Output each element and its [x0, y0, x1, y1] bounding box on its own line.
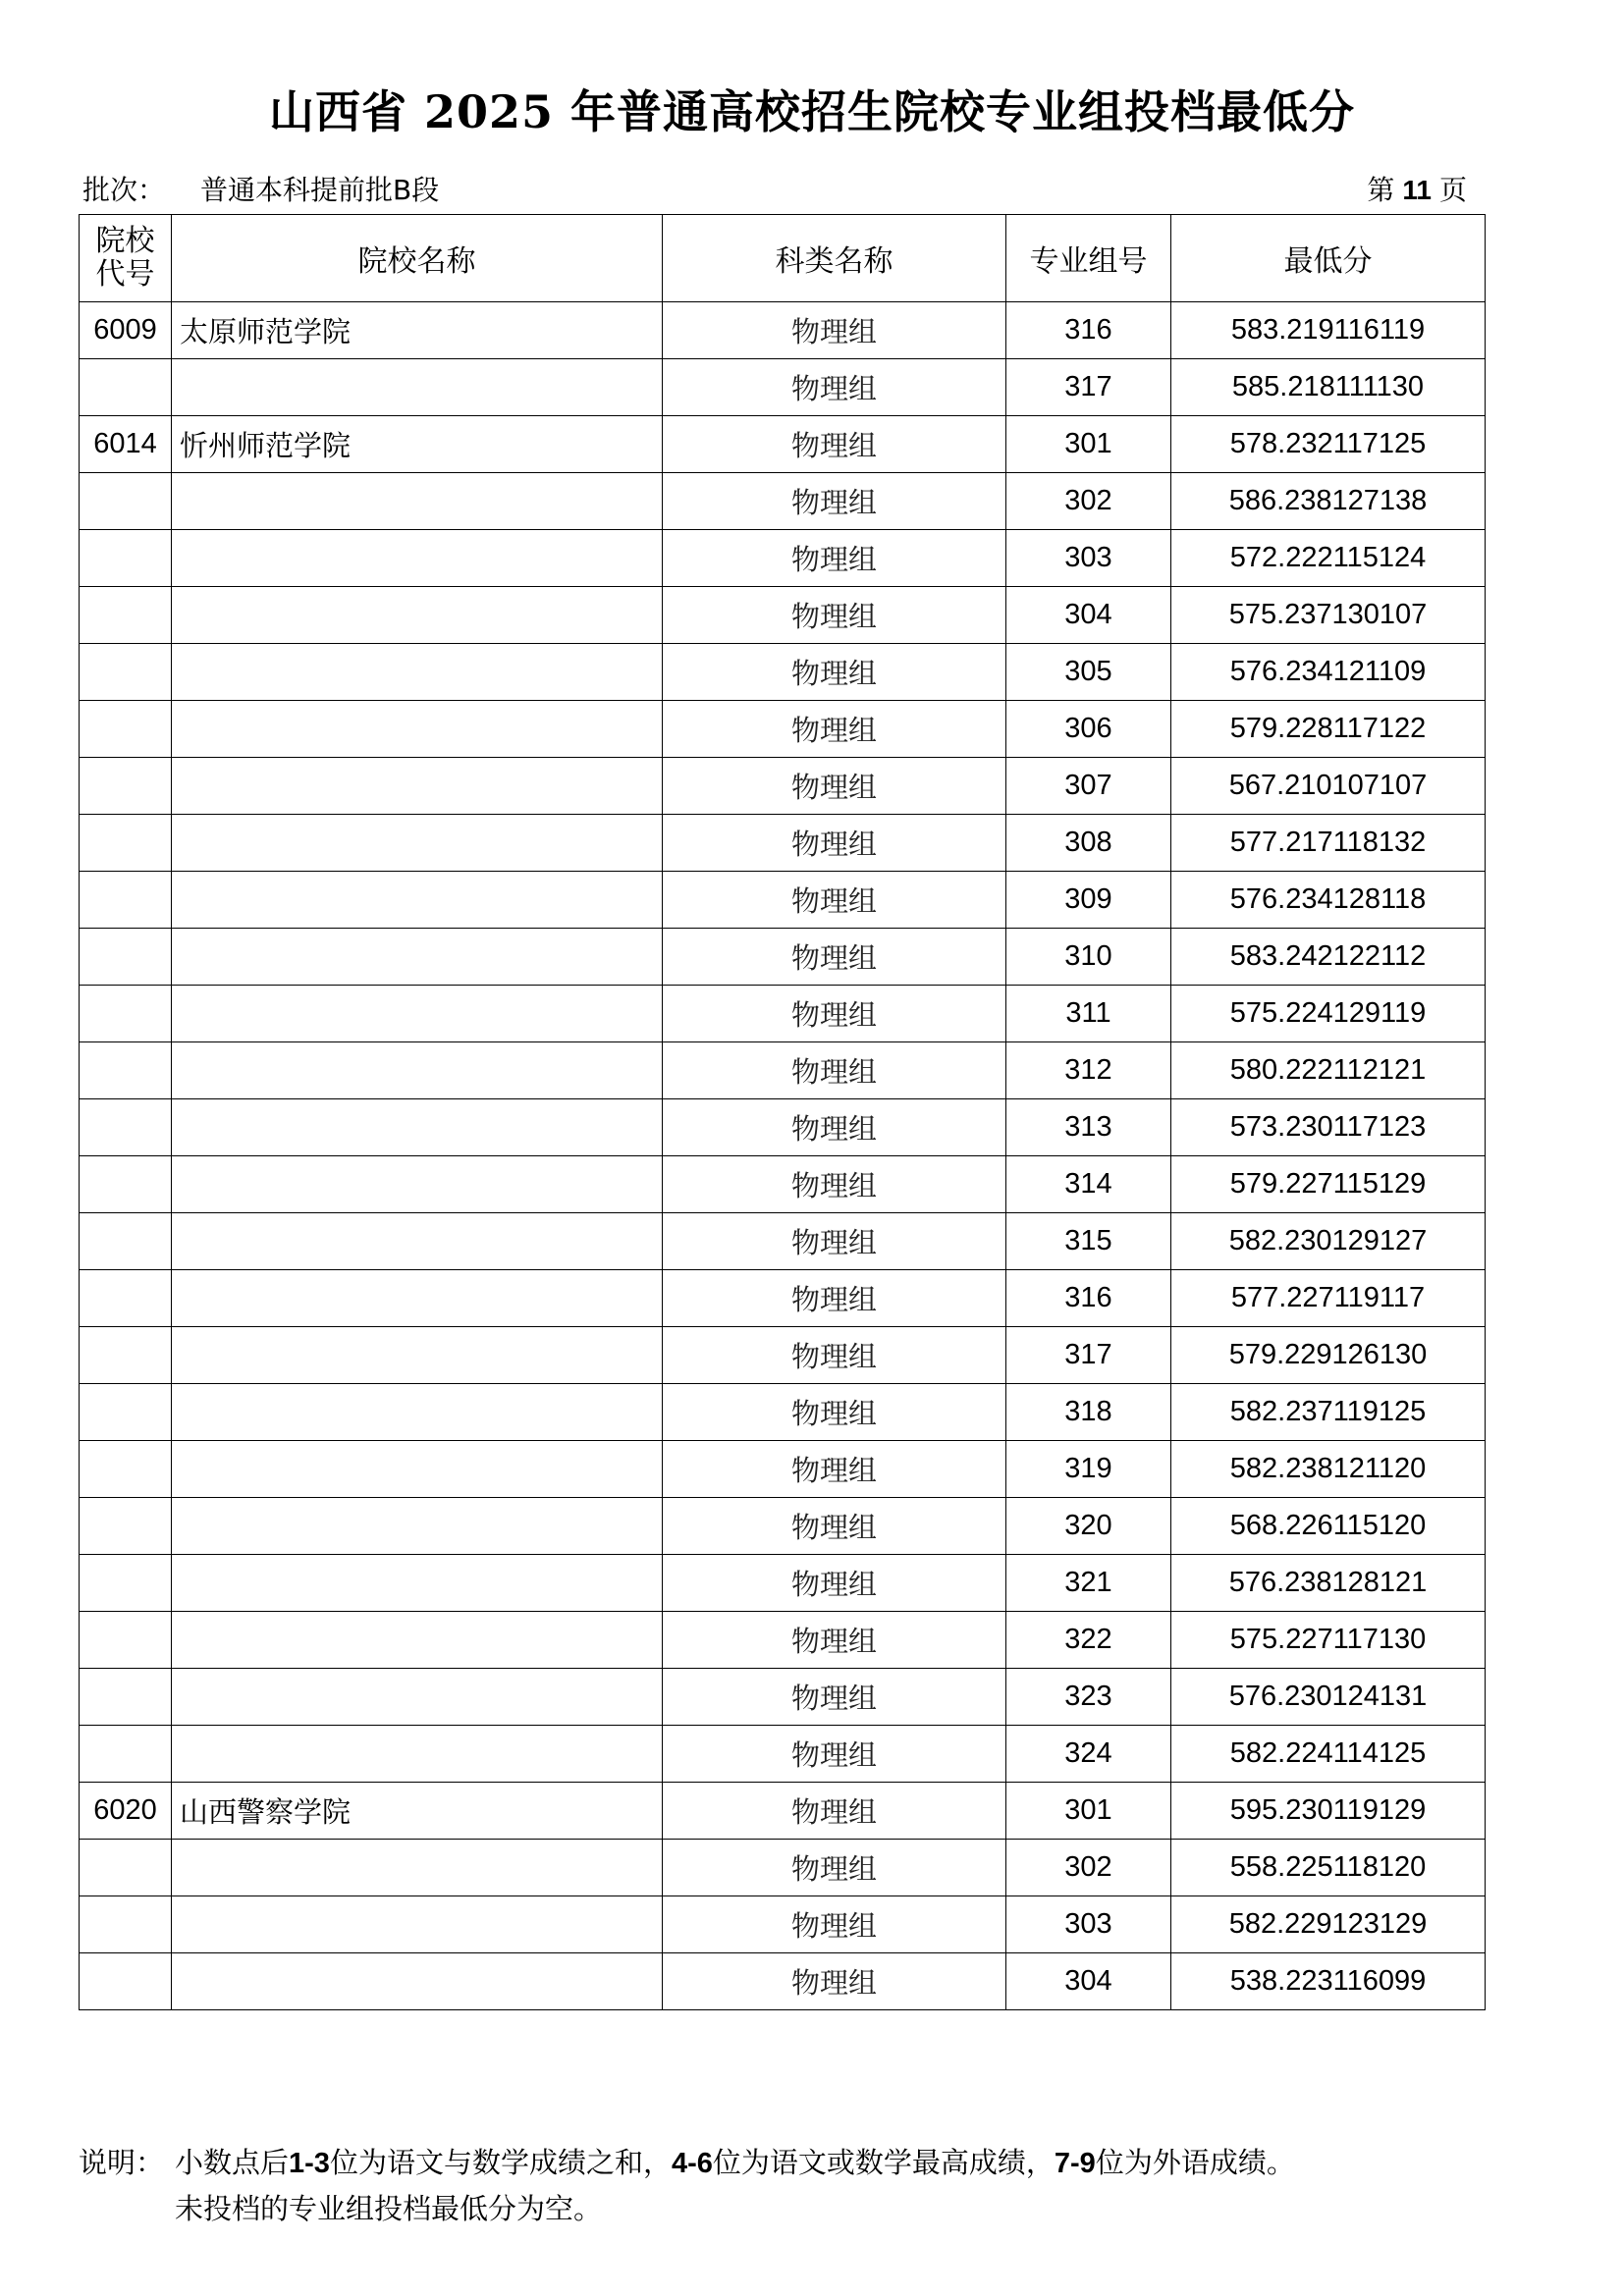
min-score-cell: 579.229126130: [1171, 1327, 1486, 1384]
school-name-cell: [172, 1953, 663, 2010]
min-score-cell: 582.230129127: [1171, 1213, 1486, 1270]
school-name-cell: [172, 1612, 663, 1669]
footnote-text: 位为语文或数学最高成绩，: [712, 2146, 1055, 2179]
school-code-cell: [80, 1327, 172, 1384]
school-code-cell: [80, 473, 172, 530]
table-header-row: [80, 215, 1486, 302]
group-number-cell: 317: [1006, 1327, 1171, 1384]
min-score-cell: 576.238128121: [1171, 1555, 1486, 1612]
table-row: [80, 359, 1486, 416]
school-name-cell: [172, 929, 663, 986]
footnote-range: 1-3: [289, 2148, 330, 2179]
min-score-cell: 582.238121120: [1171, 1441, 1486, 1498]
school-code-cell: [80, 587, 172, 644]
school-name-cell: [172, 1042, 663, 1099]
table-row: [80, 872, 1486, 929]
school-code-cell: [80, 530, 172, 587]
min-score-cell: 567.210107107: [1171, 758, 1486, 815]
table-row: [80, 1555, 1486, 1612]
school-name-cell: [172, 1270, 663, 1327]
min-score-cell: 582.224114125: [1171, 1726, 1486, 1783]
group-number-cell: 320: [1006, 1498, 1171, 1555]
school-name-cell: [172, 758, 663, 815]
group-number-cell: 304: [1006, 587, 1171, 644]
table-row: [80, 758, 1486, 815]
category-cell: 物理组: [663, 1042, 1006, 1099]
table-row: [80, 1726, 1486, 1783]
group-number-cell: 322: [1006, 1612, 1171, 1669]
min-score-cell: 595.230119129: [1171, 1783, 1486, 1840]
table-row: [80, 1896, 1486, 1953]
footnote: [79, 2140, 1295, 2231]
category-cell: 物理组: [663, 1441, 1006, 1498]
school-name-cell: [172, 644, 663, 701]
min-score-cell: 576.234121109: [1171, 644, 1486, 701]
col-header-code-line1: 院校: [95, 224, 155, 258]
footnote-text: 小数点后: [175, 2146, 290, 2179]
min-score-cell: 579.228117122: [1171, 701, 1486, 758]
group-number-cell: 301: [1006, 416, 1171, 473]
min-score-cell: 573.230117123: [1171, 1099, 1486, 1156]
group-number-cell: 307: [1006, 758, 1171, 815]
table-row: [80, 815, 1486, 872]
school-name-cell: [172, 1555, 663, 1612]
group-number-cell: 315: [1006, 1213, 1171, 1270]
category-cell: 物理组: [663, 1384, 1006, 1441]
group-number-cell: 317: [1006, 359, 1171, 416]
school-code-cell: [80, 758, 172, 815]
min-score-cell: 577.227119117: [1171, 1270, 1486, 1327]
school-name-cell: [172, 815, 663, 872]
footnote-range: 4-6: [671, 2148, 713, 2179]
footnote-line-2: 未投档的专业组投档最低分为空。: [175, 2192, 603, 2225]
category-cell: 物理组: [663, 1270, 1006, 1327]
category-cell: 物理组: [663, 1726, 1006, 1783]
group-number-cell: 312: [1006, 1042, 1171, 1099]
page-title: 山西省 2025 年普通高校招生院校专业组投档最低分: [268, 85, 1356, 138]
school-code-cell: [80, 1840, 172, 1896]
school-name-cell: [172, 1213, 663, 1270]
category-cell: 物理组: [663, 986, 1006, 1042]
school-name-cell: [172, 986, 663, 1042]
table-row: [80, 1042, 1486, 1099]
school-name-cell: [172, 1840, 663, 1896]
category-cell: 物理组: [663, 1498, 1006, 1555]
table-row: [80, 1953, 1486, 2010]
group-number-cell: 310: [1006, 929, 1171, 986]
footnote-text: 位为语文与数学成绩之和，: [329, 2146, 672, 2179]
category-cell: 物理组: [663, 815, 1006, 872]
group-number-cell: 309: [1006, 872, 1171, 929]
min-score-cell: 568.226115120: [1171, 1498, 1486, 1555]
category-cell: 物理组: [663, 1213, 1006, 1270]
table-row: [80, 1498, 1486, 1555]
page-number: [1367, 169, 1467, 208]
footnote-text: 位为外语成绩。: [1095, 2146, 1295, 2179]
col-header-name: 院校名称: [172, 215, 663, 302]
table-row: [80, 530, 1486, 587]
batch-line: [82, 169, 439, 208]
group-number-cell: 302: [1006, 473, 1171, 530]
category-cell: 物理组: [663, 1840, 1006, 1896]
page-suffix: 页: [1438, 174, 1467, 206]
table-row: [80, 1156, 1486, 1213]
footnote-range: 7-9: [1054, 2148, 1096, 2179]
footnote-label: 说明：: [79, 2146, 165, 2179]
category-cell: 物理组: [663, 701, 1006, 758]
school-code-cell: [80, 701, 172, 758]
group-number-cell: 305: [1006, 644, 1171, 701]
school-name-cell: [172, 872, 663, 929]
batch-label: 批次：: [82, 174, 166, 206]
min-score-cell: 572.222115124: [1171, 530, 1486, 587]
table-row: [80, 1384, 1486, 1441]
school-name-cell: [172, 530, 663, 587]
min-score-cell: 582.229123129: [1171, 1896, 1486, 1953]
table-body: [80, 302, 1486, 2010]
school-code-cell: [80, 1042, 172, 1099]
school-code-cell: 6020: [80, 1783, 172, 1840]
table-row: [80, 1099, 1486, 1156]
col-header-code: [80, 215, 172, 302]
category-cell: 物理组: [663, 1327, 1006, 1384]
school-code-cell: [80, 1953, 172, 2010]
min-score-cell: 579.227115129: [1171, 1156, 1486, 1213]
category-cell: 物理组: [663, 530, 1006, 587]
col-header-score: 最低分: [1171, 215, 1486, 302]
group-number-cell: 316: [1006, 1270, 1171, 1327]
group-number-cell: 313: [1006, 1099, 1171, 1156]
school-code-cell: [80, 1156, 172, 1213]
group-number-cell: 316: [1006, 302, 1171, 359]
category-cell: 物理组: [663, 1555, 1006, 1612]
col-header-category: 科类名称: [663, 215, 1006, 302]
group-number-cell: 308: [1006, 815, 1171, 872]
school-code-cell: [80, 1669, 172, 1726]
table-row: [80, 1270, 1486, 1327]
table-row: [80, 416, 1486, 473]
school-code-cell: [80, 815, 172, 872]
category-cell: 物理组: [663, 1953, 1006, 2010]
category-cell: 物理组: [663, 1156, 1006, 1213]
min-score-cell: 583.242122112: [1171, 929, 1486, 986]
group-number-cell: 318: [1006, 1384, 1171, 1441]
min-score-cell: 580.222112121: [1171, 1042, 1486, 1099]
school-name-cell: [172, 701, 663, 758]
school-code-cell: 6009: [80, 302, 172, 359]
school-name-cell: 忻州师范学院: [172, 416, 663, 473]
table-row: [80, 701, 1486, 758]
table-row: [80, 1840, 1486, 1896]
school-name-cell: [172, 1498, 663, 1555]
school-name-cell: 山西警察学院: [172, 1783, 663, 1840]
group-number-cell: 304: [1006, 1953, 1171, 2010]
school-name-cell: [172, 1441, 663, 1498]
category-cell: 物理组: [663, 1896, 1006, 1953]
school-code-cell: [80, 1555, 172, 1612]
group-number-cell: 303: [1006, 530, 1171, 587]
category-cell: 物理组: [663, 644, 1006, 701]
min-score-cell: 583.219116119: [1171, 302, 1486, 359]
group-number-cell: 319: [1006, 1441, 1171, 1498]
school-name-cell: [172, 1726, 663, 1783]
school-name-cell: [172, 1669, 663, 1726]
category-cell: 物理组: [663, 872, 1006, 929]
group-number-cell: 311: [1006, 986, 1171, 1042]
group-number-cell: 306: [1006, 701, 1171, 758]
school-code-cell: [80, 1896, 172, 1953]
col-header-code-line2: 代号: [95, 257, 155, 292]
school-code-cell: [80, 1612, 172, 1669]
table-row: [80, 1441, 1486, 1498]
min-score-cell: 576.234128118: [1171, 872, 1486, 929]
table-row: [80, 587, 1486, 644]
page-num: 11: [1402, 175, 1432, 205]
school-code-cell: [80, 1384, 172, 1441]
school-code-cell: [80, 986, 172, 1042]
category-cell: 物理组: [663, 929, 1006, 986]
school-code-cell: [80, 359, 172, 416]
page-prefix: 第: [1367, 174, 1395, 206]
min-score-cell: 585.218111130: [1171, 359, 1486, 416]
category-cell: 物理组: [663, 758, 1006, 815]
table-row: [80, 302, 1486, 359]
school-code-cell: [80, 1726, 172, 1783]
school-code-cell: [80, 1441, 172, 1498]
category-cell: 物理组: [663, 1099, 1006, 1156]
min-score-cell: 582.237119125: [1171, 1384, 1486, 1441]
min-score-cell: 578.232117125: [1171, 416, 1486, 473]
school-code-cell: [80, 929, 172, 986]
category-cell: 物理组: [663, 416, 1006, 473]
school-code-cell: [80, 1270, 172, 1327]
group-number-cell: 303: [1006, 1896, 1171, 1953]
min-score-cell: 538.223116099: [1171, 1953, 1486, 2010]
table-row: [80, 1669, 1486, 1726]
group-number-cell: 324: [1006, 1726, 1171, 1783]
school-code-cell: [80, 1213, 172, 1270]
min-score-cell: 575.224129119: [1171, 986, 1486, 1042]
min-score-cell: 558.225118120: [1171, 1840, 1486, 1896]
school-code-cell: 6014: [80, 416, 172, 473]
category-cell: 物理组: [663, 1612, 1006, 1669]
category-cell: 物理组: [663, 587, 1006, 644]
school-code-cell: [80, 872, 172, 929]
category-cell: 物理组: [663, 1783, 1006, 1840]
category-cell: 物理组: [663, 359, 1006, 416]
school-name-cell: [172, 1156, 663, 1213]
min-score-cell: 576.230124131: [1171, 1669, 1486, 1726]
school-name-cell: [172, 473, 663, 530]
table-row: [80, 1612, 1486, 1669]
score-table: [79, 214, 1486, 2010]
group-number-cell: 314: [1006, 1156, 1171, 1213]
school-name-cell: [172, 1896, 663, 1953]
school-name-cell: [172, 1099, 663, 1156]
group-number-cell: 302: [1006, 1840, 1171, 1896]
col-header-group: 专业组号: [1006, 215, 1171, 302]
batch-value: 普通本科提前批B段: [200, 174, 440, 206]
table-row: [80, 644, 1486, 701]
school-name-cell: [172, 1384, 663, 1441]
school-code-cell: [80, 1498, 172, 1555]
category-cell: 物理组: [663, 473, 1006, 530]
school-code-cell: [80, 1099, 172, 1156]
min-score-cell: 575.227117130: [1171, 1612, 1486, 1669]
group-number-cell: 323: [1006, 1669, 1171, 1726]
school-name-cell: [172, 1327, 663, 1384]
table-row: [80, 929, 1486, 986]
table-row: [80, 473, 1486, 530]
table-row: [80, 1213, 1486, 1270]
table-row: [80, 1783, 1486, 1840]
table-row: [80, 986, 1486, 1042]
table-row: [80, 1327, 1486, 1384]
school-name-cell: 太原师范学院: [172, 302, 663, 359]
min-score-cell: 577.217118132: [1171, 815, 1486, 872]
school-name-cell: [172, 359, 663, 416]
school-code-cell: [80, 644, 172, 701]
group-number-cell: 301: [1006, 1783, 1171, 1840]
group-number-cell: 321: [1006, 1555, 1171, 1612]
category-cell: 物理组: [663, 1669, 1006, 1726]
min-score-cell: 575.237130107: [1171, 587, 1486, 644]
category-cell: 物理组: [663, 302, 1006, 359]
school-name-cell: [172, 587, 663, 644]
min-score-cell: 586.238127138: [1171, 473, 1486, 530]
footnote-line-1: [79, 2140, 1295, 2186]
